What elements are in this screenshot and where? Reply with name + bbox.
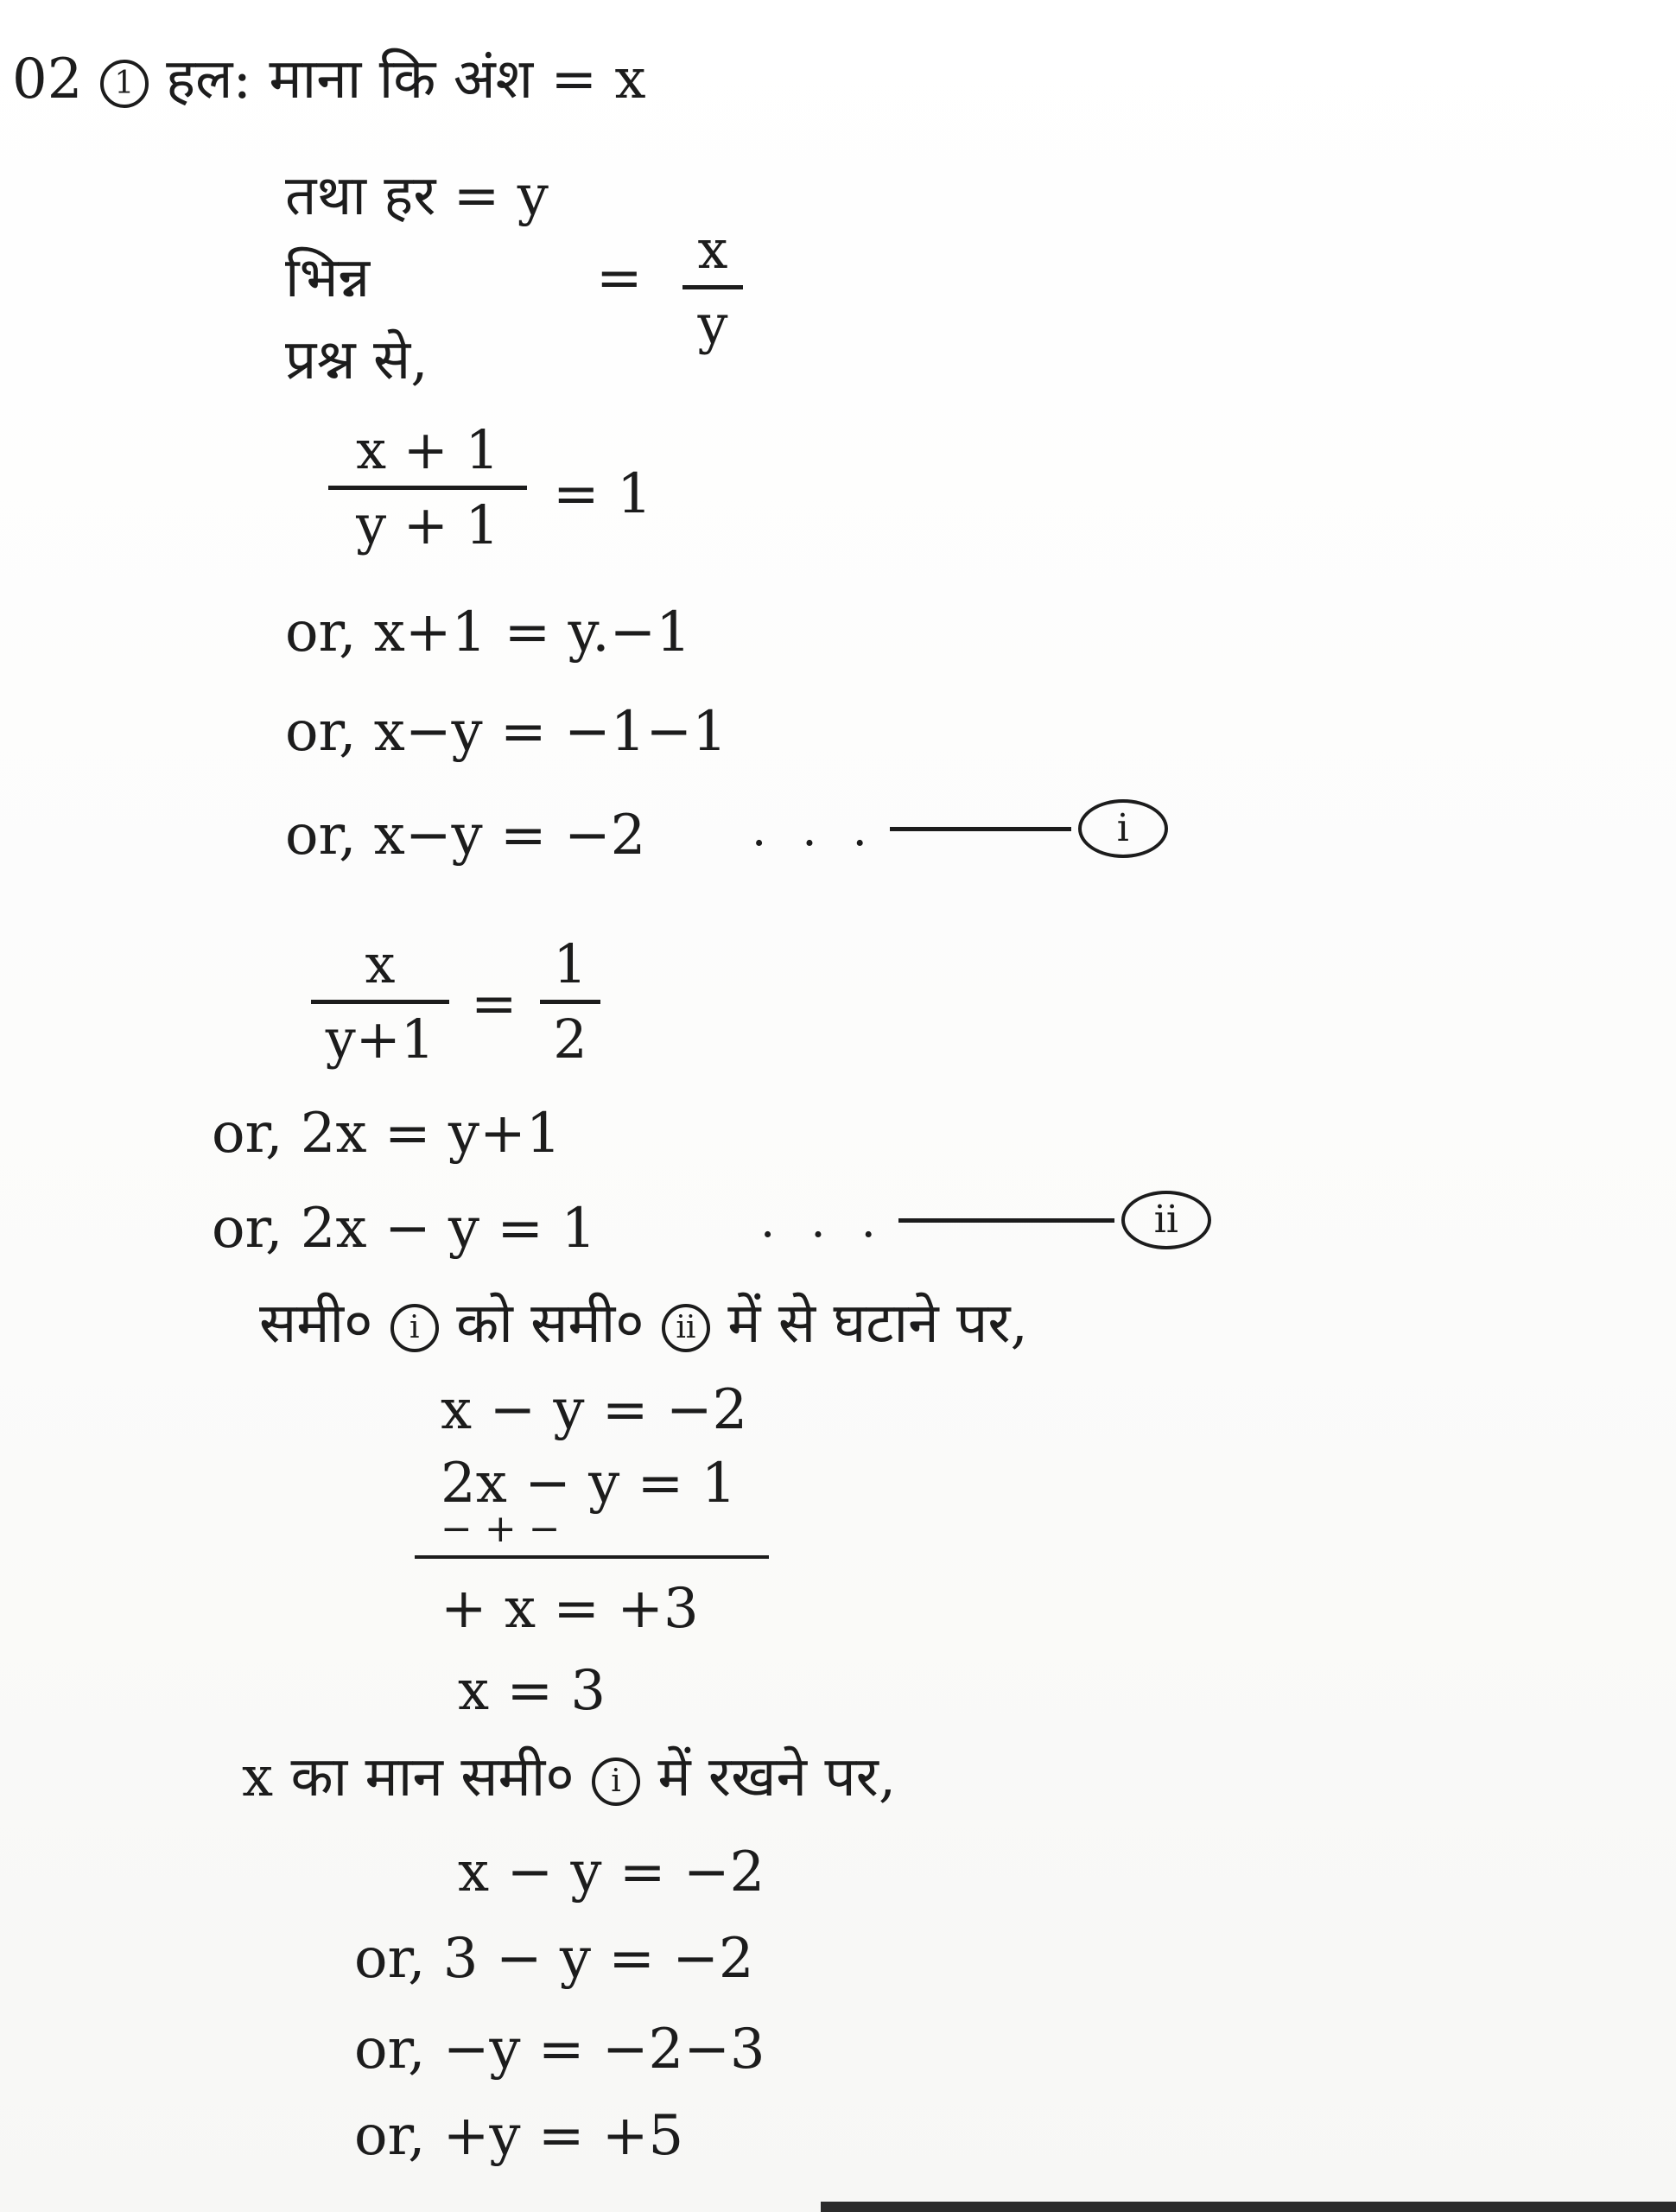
question-part-circle: 1 (100, 60, 149, 108)
condition-1-fraction (328, 418, 527, 556)
from-question-line: प्रश्न से, (285, 328, 429, 392)
marker-rule (890, 827, 1071, 831)
equation-marker-1 (752, 799, 1168, 858)
subtract-instruction (259, 1292, 1028, 1356)
subtract-text-b: को समी० (456, 1292, 644, 1356)
substitute-text-b: में रखने पर, (657, 1745, 897, 1809)
header-text: हल: माना कि अंश = x (166, 48, 646, 111)
subtract-text-a: समी० (259, 1292, 373, 1356)
condition-2-bar (311, 1000, 449, 1004)
equation-marker-2 (760, 1191, 1211, 1249)
condition-2-fraction (311, 932, 449, 1071)
subtract-ref-ii: ii (662, 1304, 710, 1352)
elimination-rule (415, 1555, 769, 1559)
equation-label-i: i (1078, 799, 1168, 858)
fraction-denominator: y (697, 293, 728, 356)
step-3: or, x−y = −2 (285, 804, 646, 868)
condition-2-rhs-fraction (540, 932, 600, 1071)
x-value: x = 3 (458, 1659, 606, 1723)
fraction-numerator: x (697, 218, 728, 281)
condition-1-bar (328, 486, 527, 490)
fraction-x-over-y (682, 218, 743, 356)
step-1: or, x+1 = y.−1 (285, 601, 691, 664)
condition-2-rhs-bar (540, 1000, 600, 1004)
step-2: or, x−y = −1−1 (285, 700, 727, 764)
elimination-result: + x = +3 (441, 1577, 699, 1641)
elimination-eq-2: 2x − y = 1 (441, 1452, 737, 1516)
marker-dots: . . . (752, 801, 878, 856)
marker-dots: . . . (760, 1192, 886, 1248)
substitute-instruction (242, 1745, 897, 1809)
condition-2-rhs-denominator: 2 (553, 1007, 587, 1071)
fraction-bar (682, 285, 743, 289)
step-5: or, 2x − y = 1 (212, 1197, 597, 1261)
substitution-eq-4: or, +y = +5 (354, 2104, 684, 2168)
elimination-eq-1: x − y = −2 (441, 1378, 748, 1442)
marker-rule (898, 1218, 1114, 1223)
condition-2-numerator: x (365, 932, 396, 995)
condition-1-rhs: = 1 (553, 462, 652, 526)
equation-label-ii: ii (1121, 1191, 1211, 1249)
denominator-line: तथा हर = y (285, 164, 549, 228)
question-number: 02 (12, 48, 83, 111)
substitute-ref-i: i (592, 1758, 640, 1806)
subtract-text-c: में से घटाने पर, (727, 1292, 1028, 1356)
condition-1-numerator: x + 1 (356, 418, 499, 481)
fraction-label: भिन्न (285, 246, 371, 310)
substitution-eq-3: or, −y = −2−3 (354, 2018, 765, 2082)
condition-2-rhs-numerator: 1 (553, 932, 587, 995)
fraction-equals: = (596, 246, 643, 310)
condition-2-denominator: y+1 (325, 1007, 435, 1071)
condition-2-equals: = (471, 972, 517, 1036)
substitution-eq-1: x − y = −2 (458, 1840, 765, 1904)
substitute-text-a: x का मान समी० (242, 1745, 575, 1809)
page-bottom-edge (821, 2202, 1676, 2212)
elimination-signs: − + − (441, 1507, 561, 1551)
substitution-eq-2: or, 3 − y = −2 (354, 1927, 754, 1991)
condition-1-denominator: y + 1 (356, 493, 499, 556)
step-4: or, 2x = y+1 (212, 1102, 562, 1166)
question-header (12, 48, 646, 111)
subtract-ref-i: i (390, 1304, 439, 1352)
